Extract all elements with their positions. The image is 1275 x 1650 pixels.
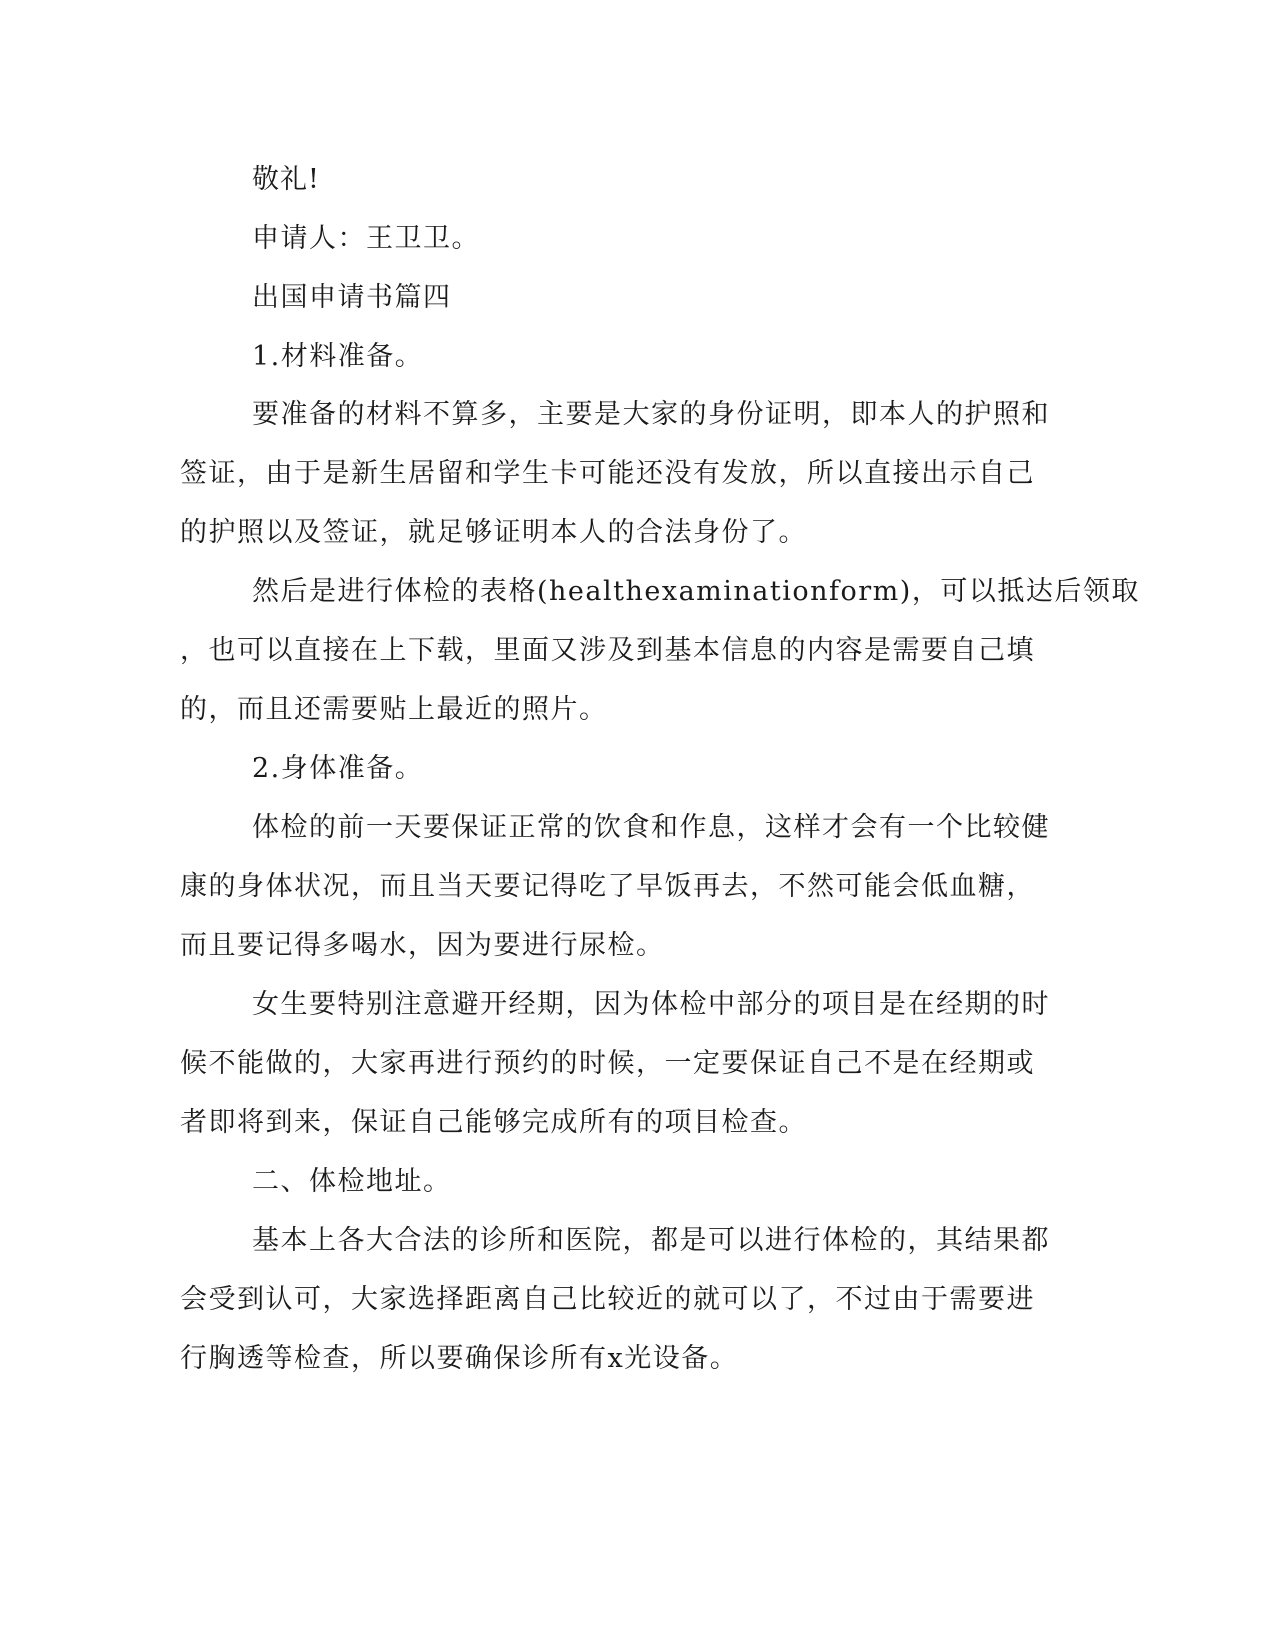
paragraph-line: 会受到认可，大家选择距离自己比较近的就可以了，不过由于需要进 — [180, 1284, 1035, 1315]
section-heading-part-four: 出国申请书篇四 — [252, 282, 452, 313]
paragraph-line: 签证，由于是新生居留和学生卡可能还没有发放，所以直接出示自己 — [180, 458, 1035, 489]
paragraph-line: 女生要特别注意避开经期，因为体检中部分的项目是在经期的时 — [252, 989, 1050, 1020]
subheading-physical: 2.身体准备。 — [252, 753, 424, 784]
paragraph-line: 基本上各大合法的诊所和医院，都是可以进行体检的，其结果都 — [252, 1225, 1050, 1256]
subheading-address: 二、体检地址。 — [252, 1166, 452, 1197]
paragraph-line: 康的身体状况，而且当天要记得吃了早饭再去，不然可能会低血糖， — [180, 871, 1035, 902]
paragraph-line: 候不能做的，大家再进行预约的时候，一定要保证自己不是在经期或 — [180, 1048, 1035, 1079]
paragraph-line: 的，而且还需要贴上最近的照片。 — [180, 694, 608, 725]
paragraph-line: 要准备的材料不算多，主要是大家的身份证明，即本人的护照和 — [252, 399, 1050, 430]
paragraph-line: 体检的前一天要保证正常的饮食和作息，这样才会有一个比较健 — [252, 812, 1050, 843]
paragraph-line: 而且要记得多喝水，因为要进行尿检。 — [180, 930, 665, 961]
paragraph-line: 的护照以及签证，就足够证明本人的合法身份了。 — [180, 517, 807, 548]
paragraph-line: ，也可以直接在上下载，里面又涉及到基本信息的内容是需要自己填 — [180, 635, 1035, 666]
paragraph-line: 行胸透等检查，所以要确保诊所有x光设备。 — [180, 1343, 739, 1374]
closing-salutation: 敬礼! — [252, 164, 320, 195]
paragraph-line: 然后是进行体检的表格(healthexaminationform)，可以抵达后领取 — [252, 576, 1140, 607]
applicant-line: 申请人：王卫卫。 — [252, 223, 480, 254]
subheading-materials: 1.材料准备。 — [252, 341, 424, 372]
paragraph-line: 者即将到来，保证自己能够完成所有的项目检查。 — [180, 1107, 807, 1138]
